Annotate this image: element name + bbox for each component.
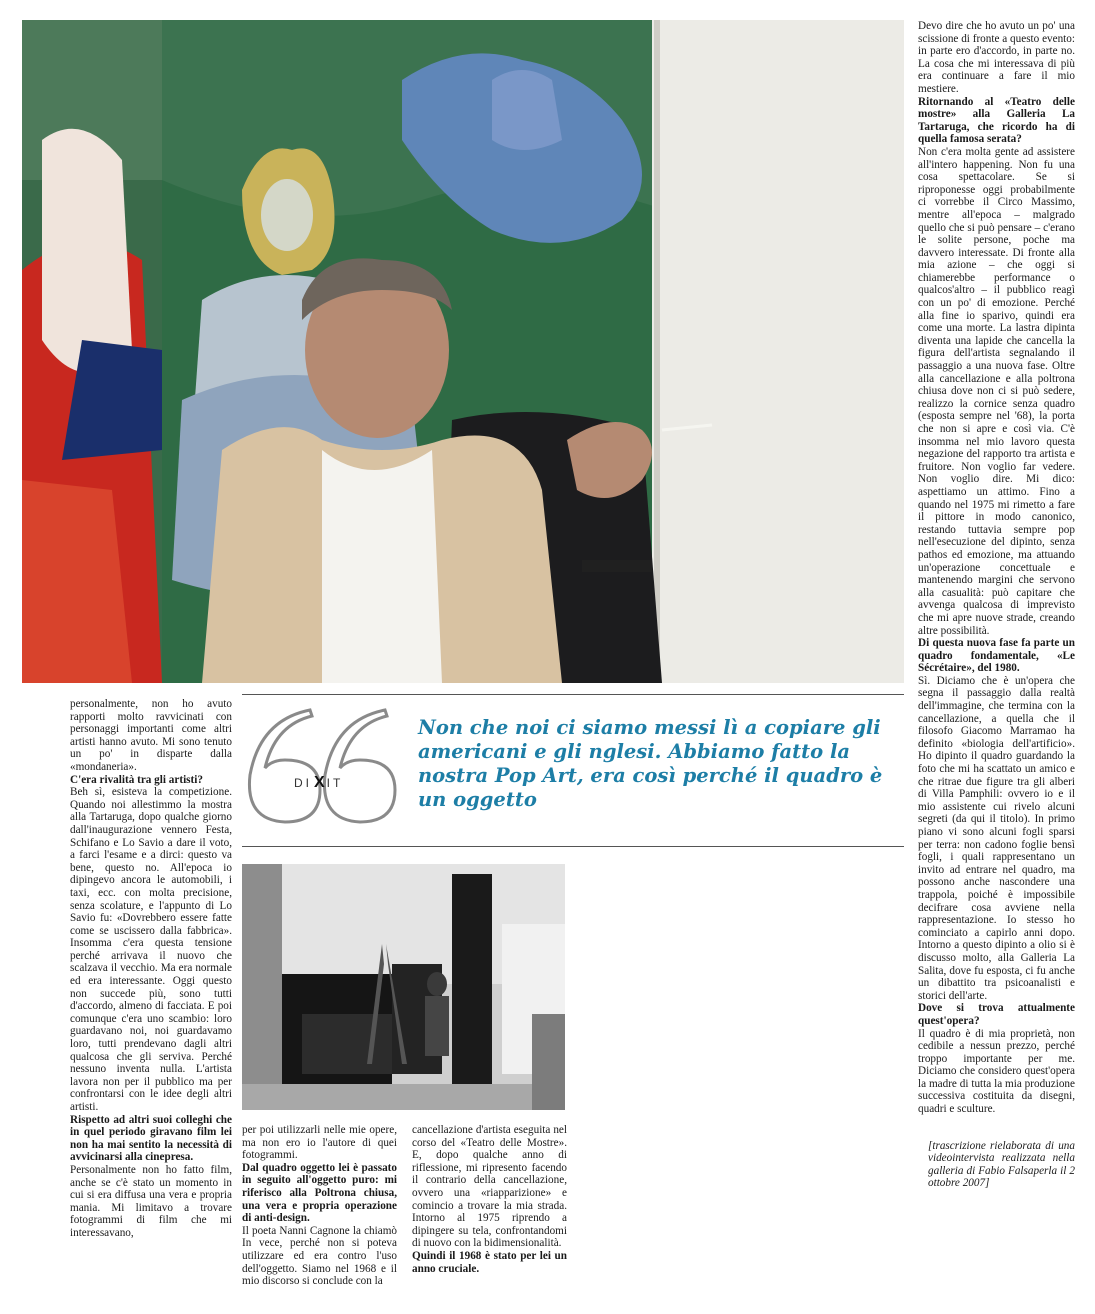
pull-quote-bottom-rule — [242, 846, 904, 847]
col4-answer-1: Devo dire che ho avuto un po' una scissione di fronte a questo evento: in parte ero d'accordo, in parte no. La cosa che mi interessava di più era continuare a fare il mio mestiere. — [918, 20, 1075, 95]
col2-answer-1: per poi utilizzarli nelle mie opere, ma non ero io l'autore di quei fotogrammi. — [242, 1124, 397, 1162]
studio-photo-icon — [242, 864, 565, 1110]
main-photo — [22, 20, 904, 683]
dixit-label: DI X IT — [294, 774, 344, 791]
studio-photo — [242, 864, 565, 1110]
col1-question-1: C'era rivalità tra gli artisti? — [70, 773, 203, 786]
portrait-photo-icon — [22, 20, 904, 683]
transcription-credit: [trascrizione rielaborata di una videointervista realizzata nella galleria di Fabio Falsaperla il 2 ottobre 2007] — [928, 1139, 1075, 1190]
col4-question-1: Ritornando al «Teatro delle mostre» alla Galleria La Tartaruga, che ricordo ha di quella famosa serata? — [918, 95, 1075, 146]
pull-quote-top-rule — [242, 694, 904, 695]
col1-answer-2: Beh sì, esisteva la competizione. Quando noi allestimmo la mostra alla Tartaruga, dopo qualche giorno dall'inaugurazione vennero Festa, Schifano e Lo Savio a dare il voto, a farci l'esame e a dirci: questo va bene, questo no. All'epoca io dipingevo ancora le automobili, i taxi, ecc. con molta precisione, senza scolature, e l'appunto di Lo Savio fu: «Dovrebbero essere fatte come se uscissero dalla fabbrica». Insomma c'era questa tensione perché arrivava il nuovo che scalzava il vecchio. Ma era normale ed era interessante. Oggi questo non succede più, sono tutti d'accordo, almeno di facciata. E poi comunque c'era uno scambio: loro guardavano noi, noi guardavamo loro, tutti prendevano dagli altri qualcosa che gli serviva. Perché nessuno inventa nulla. L'artista lavora non per il pubblico ma per confrontarsi con le idee degli altri artisti. — [70, 786, 232, 1113]
dixit-quote-mark-icon — [240, 700, 400, 830]
dixit-x-mark: X — [314, 774, 325, 791]
pull-quote-text: Non che noi ci siamo messi lì a copiare gli americani e gli nglesi. Abbiamo fatto la nostra Pop Art, era così perché il quadro è un oggetto — [418, 716, 883, 811]
col4-answer-2: Non c'era molta gente ad assistere all'intero happening. Non fu una cosa spettacolare. Se si riproponesse oggi probabilmente ci vorrebbe il Circo Massimo, mentre all'epoca – malgrado quello che si può pensare – c'erano le solite persone, poche ma davvero interessate. Di fronte alla mia azione – che oggi si chiamerebbe performance o qualcos'altro – il pubblico reagì con un po' di emozione. Perché alla fine io sparivo, quindi era come una morte. La lastra dipinta diventa una lapide che cancella la figura dell'artista segnalando il passaggio a una nuova fase. Oltre alla cancellazione e alla poltrona chiusa dove non ci si può sedere, realizzo la cornice senza quadro (esposta sempre nel '68), la porta che non si apre e così via. C'è insomma nel mio lavoro questa negazione del rapporto tra artista e fruitore. Non voglio far vedere. Non voglio dire. Mi dico: aspettiamo un attimo. Fino a quando nel 1975 mi rimetto a fare il pittore in modo canonico, restando tuttavia sempre pop nell'esecuzione del dipinto, senza pathos ed emozione, ma attuando un'operazione concettuale e mantenendo margini che servono alla casualità: può capitare che avvenga qualcosa di imprevisto che mi apre nuove strade, creando altre possibilità. — [918, 145, 1075, 637]
column-2 — [242, 1124, 397, 1288]
col1-answer-1: personalmente, non ho avuto rapporti molto ravvicinati con personaggi importanti come altri artisti hanno avuto. Mi sono tenuto un po' in disparte dalla «mondaneria». — [70, 698, 232, 773]
column-1 — [70, 698, 232, 1240]
col4-answer-4: Il quadro è di mia proprietà, non cedibile a nessun prezzo, perché troppo importante per me. Diciamo che considero quest'opera la madre di tutta la mia produzione successiva costituita da disegni, quadri e sculture. — [918, 1027, 1075, 1116]
col1-answer-3: Personalmente non ho fatto film, anche se c'è stato un momento in cui si era diffusa una vera e propria mania. Mi limitavo a trovare fotogrammi di film che mi interessavano, — [70, 1163, 232, 1239]
col2-question-1: Dal quadro oggetto lei è passato in seguito all'oggetto puro: mi riferisco alla Poltrona chiusa, una vera e propria operazione di anti-design. — [242, 1161, 397, 1225]
col2-answer-2: Il poeta Nanni Cagnone la chiamò In vece, perché non si poteva utilizzare ed era contro l'uso dell'oggetto. Siamo nel 1968 e il mio discorso si conclude con la — [242, 1224, 397, 1288]
col4-question-2: Di questa nuova fase fa parte un quadro fondamentale, «Le Sécrétaire», del 1980. — [918, 637, 1075, 675]
col1-question-2: Rispetto ad altri suoi colleghi che in quel periodo giravano film lei non ha mai sentito la necessità di avvicinarsi alla cinepresa. — [70, 1113, 232, 1164]
col4-question-3: Dove si trova attualmente quest'opera? — [918, 1002, 1075, 1027]
col3-question-1: Quindi il 1968 è stato per lei un anno cruciale. — [412, 1249, 567, 1275]
col3-answer-1: cancellazione d'artista eseguita nel corso del «Teatro delle Mostre». E, dopo qualche anno di riflessione, mi ripresento facendo il contrario della cancellazione, ovvero una «riapparizione» e comincio a trovare la mia strada. Intorno al 1975 riprendo a dipingere su tela, confrontandomi di nuovo con la bidimensionalità. — [412, 1124, 567, 1250]
col4-answer-3: Sì. Diciamo che è un'opera che segna il passaggio dalla realtà dell'immagine, che termina con la cancellazione, a quella che il filosofo Giacomo Marramao ha definito «biologia dell'artificio». Ho dipinto il quadro guardando la foto che mi ha scattato un amico e che ritrae due figure tra gli alberi di Villa Pamphili: ovvero io e il mio assistente cui rivelo alcuni segreti (da qui il titolo). In primo piano vi sono alcuni fogli sparsi per terra: non cadono foglie bensì fogli, i quali rappresentano un invito ad entrare nel quadro, ma possono anche nascondere una trappola, poiché è impossibile decifrare cosa avviene nella rappresentazione. Io stesso ho cominciato a capirlo anni dopo. Intorno a questo dipinto a olio si è discusso molto, alla Galleria La Salita, dove fu esposta, ci fu anche un dibattito tra psicoanalisti e storici dell'arte. — [918, 674, 1075, 1002]
column-4 — [918, 20, 1075, 1190]
column-3 — [412, 1124, 567, 1275]
